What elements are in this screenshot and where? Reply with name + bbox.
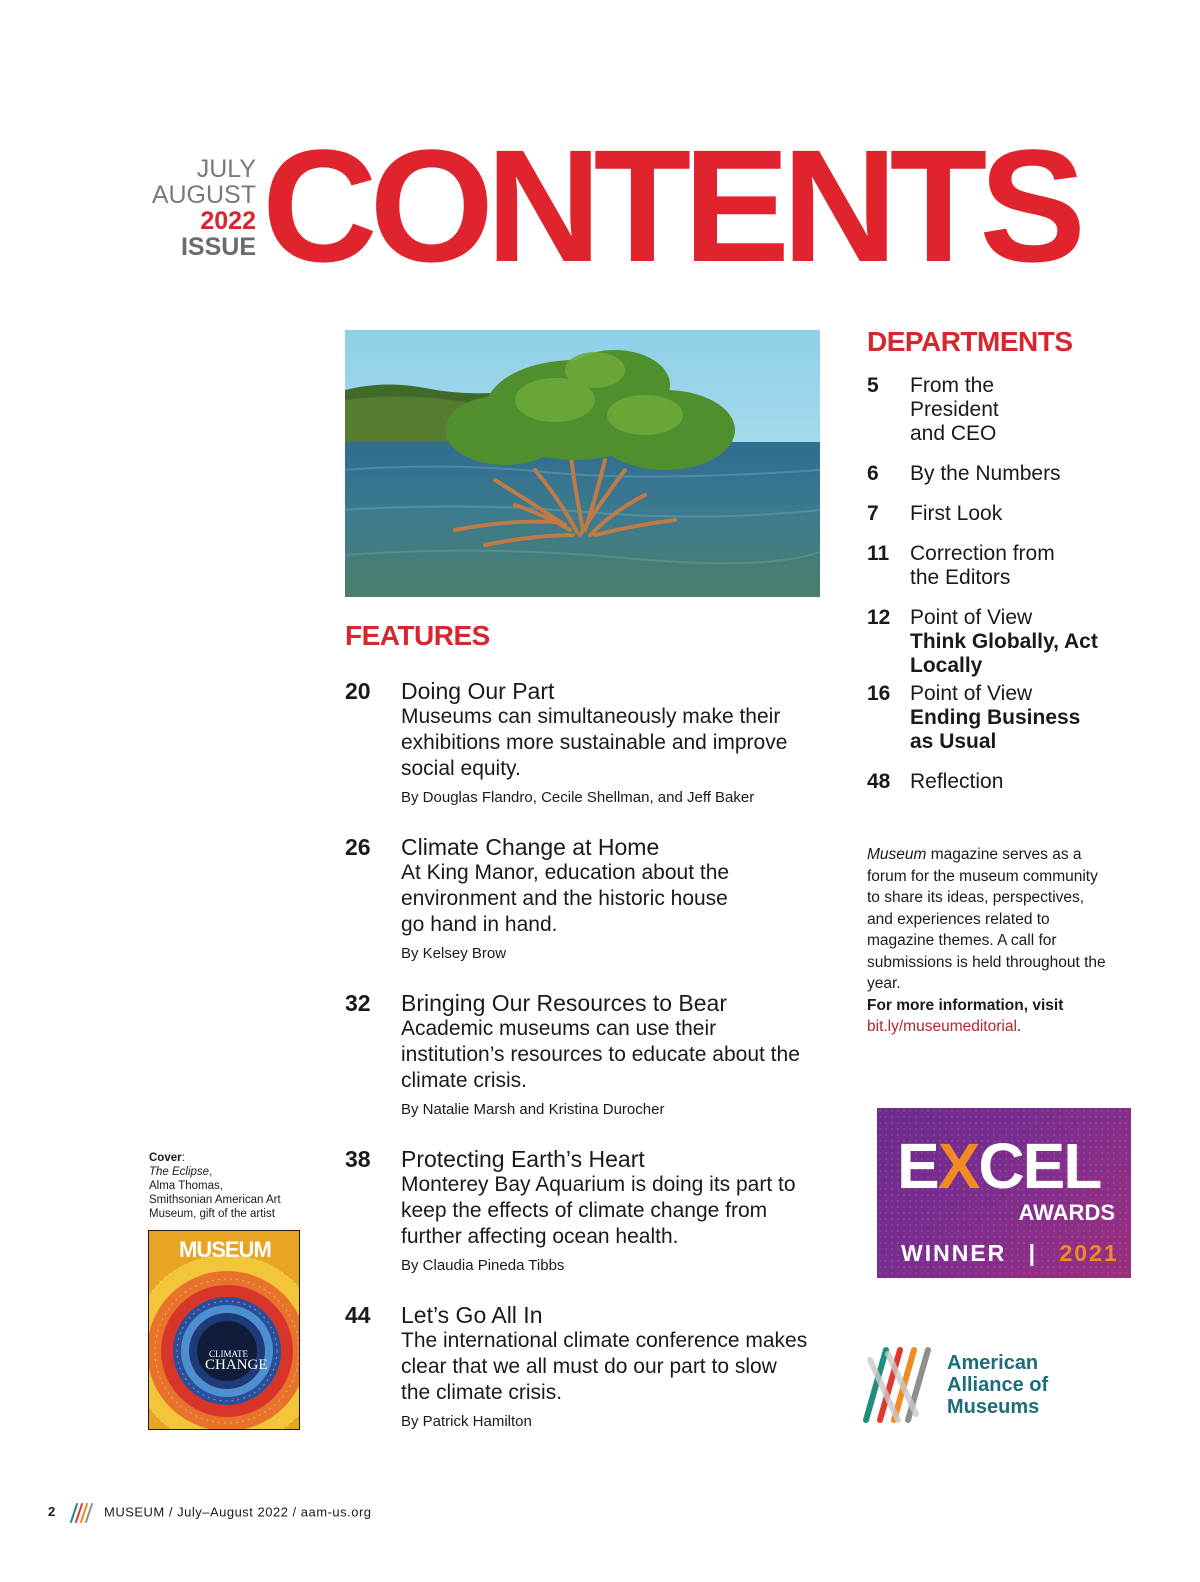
cover-caption: [149, 1151, 299, 1221]
award-subtitle: AWARDS: [1018, 1200, 1115, 1225]
department-page-number: 48: [867, 770, 891, 793]
cover-label: Cover: [149, 1152, 182, 1164]
award-letter-e: E: [897, 1130, 938, 1202]
award-year: 2021: [1059, 1240, 1119, 1266]
feature-description: Academic museums can use their institution’s resources to educate about the climate crisis.: [401, 1017, 800, 1092]
department-item[interactable]: [867, 462, 1107, 486]
cover-artwork-title: The Eclipse: [149, 1166, 210, 1178]
department-page-number: 5: [867, 374, 879, 397]
feature-title: Bringing Our Resources to Bear: [401, 990, 727, 1016]
footer-page-number: 2: [48, 1504, 56, 1520]
department-item[interactable]: [867, 542, 1107, 590]
feature-page-number: 44: [345, 1302, 371, 1328]
aam-line-3: Museums: [947, 1396, 1040, 1418]
department-page-number: 12: [867, 606, 891, 629]
department-page-number: 6: [867, 462, 879, 485]
aam-small-logo-icon: [68, 1502, 94, 1524]
aam-line-1: American: [947, 1352, 1039, 1374]
cover-theme-line-2: CHANGE: [205, 1357, 268, 1373]
award-letters-cel: CEL: [978, 1130, 1101, 1202]
department-title: Point of View: [910, 606, 1033, 629]
cover-masthead: MUSEUM: [179, 1237, 271, 1262]
department-item[interactable]: [867, 770, 1107, 794]
blurb-text: magazine serves as a forum for the museum community to share its ideas, perspectives, and experiences related to magazine themes. A call for submissions is held throughout the year.: [867, 846, 1106, 992]
department-title: By the Numbers: [910, 462, 1061, 485]
feature-page-number: 20: [345, 678, 371, 704]
feature-title: Protecting Earth’s Heart: [401, 1146, 645, 1172]
department-item[interactable]: [867, 374, 1107, 446]
feature-byline: By Kelsey Brow: [401, 945, 507, 962]
features-heading: FEATURES: [345, 620, 490, 651]
cover-collection: Smithsonian American Art Museum, gift of the artist: [149, 1194, 281, 1220]
feature-description: The international climate conference makes clear that we all must do our part to slow the climate crisis.: [401, 1329, 808, 1404]
cover-artist: Alma Thomas,: [149, 1180, 223, 1192]
page-title: CONTENTS: [262, 116, 1078, 295]
department-title: Point of View: [910, 682, 1033, 705]
cover-colon: :: [181, 1152, 185, 1164]
feature-page-number: 32: [345, 990, 371, 1016]
page-footer: [48, 1502, 372, 1524]
cover-thumbnail[interactable]: [148, 1230, 300, 1430]
more-info-label: For more information, visit: [867, 996, 1064, 1014]
feature-title: Climate Change at Home: [401, 834, 660, 860]
department-item[interactable]: [867, 502, 1107, 526]
department-page-number: 11: [867, 542, 890, 565]
editorial-link[interactable]: bit.ly/museumeditorial: [867, 1018, 1017, 1035]
department-title: First Look: [910, 502, 1003, 525]
feature-item[interactable]: [345, 990, 835, 1120]
excel-awards-badge: [877, 1108, 1131, 1278]
feature-item[interactable]: [345, 1302, 835, 1432]
hero-photo-mangrove: [345, 330, 820, 597]
department-item[interactable]: [867, 682, 1107, 754]
award-separator: |: [1028, 1240, 1038, 1266]
feature-page-number: 38: [345, 1146, 371, 1172]
feature-page-number: 26: [345, 834, 371, 860]
feature-byline: By Natalie Marsh and Kristina Durocher: [401, 1101, 665, 1118]
feature-byline: By Patrick Hamilton: [401, 1413, 532, 1430]
department-title: Correction from the Editors: [910, 542, 1055, 589]
footer-text: MUSEUM / July–August 2022 / aam-us.org: [103, 1504, 372, 1520]
feature-item[interactable]: [345, 1146, 835, 1276]
feature-byline: By Douglas Flandro, Cecile Shellman, and Jeff Baker: [401, 789, 755, 806]
issue-month-1: JULY: [196, 155, 256, 183]
issue-label: ISSUE: [180, 233, 256, 261]
department-title: Reflection: [910, 770, 1004, 793]
feature-item[interactable]: [345, 678, 835, 808]
feature-byline: By Claudia Pineda Tibbs: [401, 1257, 565, 1274]
feature-title: Doing Our Part: [401, 678, 555, 704]
blurb-period: .: [1016, 1018, 1022, 1035]
aam-line-2: Alliance of: [947, 1374, 1049, 1396]
feature-title: Let’s Go All In: [401, 1302, 543, 1328]
department-item[interactable]: [867, 606, 1107, 678]
magazine-name: Museum: [867, 846, 927, 863]
cover-theme-line-1: CLIMATE: [209, 1349, 248, 1359]
department-subtitle: Think Globally, Act Locally: [910, 630, 1098, 677]
feature-description: At King Manor, education about the environment and the historic house go hand in hand.: [401, 861, 730, 936]
issue-date-block: [120, 156, 256, 260]
departments-heading: DEPARTMENTS: [867, 326, 1073, 357]
issue-year: 2022: [200, 207, 256, 235]
department-subtitle: Ending Business as Usual: [910, 706, 1081, 753]
department-page-number: 16: [867, 682, 891, 705]
cover-artwork-comma: ,: [209, 1166, 213, 1178]
department-page-number: 7: [867, 502, 879, 525]
feature-item[interactable]: [345, 834, 835, 964]
award-winner-label: WINNER: [901, 1240, 1007, 1266]
aam-wordmark: [947, 1352, 1048, 1418]
award-letter-x: X: [937, 1130, 979, 1202]
department-title: From the President and CEO: [910, 374, 999, 445]
feature-description: Museums can simultaneously make their exhibitions more sustainable and improve social equity.: [401, 705, 788, 780]
issue-month-2: AUGUST: [151, 181, 256, 209]
submissions-blurb: [867, 844, 1107, 1038]
feature-description: Monterey Bay Aquarium is doing its part to keep the effects of climate change from further affecting ocean health.: [401, 1173, 796, 1248]
